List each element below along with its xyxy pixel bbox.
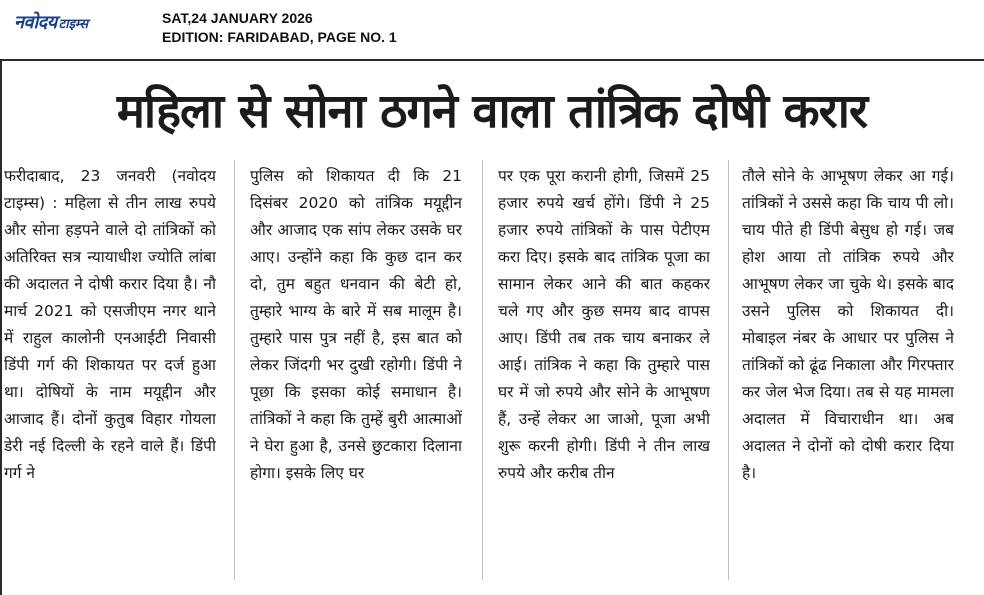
logo-sub-text: टाइम्स xyxy=(58,17,88,32)
column-divider xyxy=(728,160,729,580)
column-divider xyxy=(482,160,483,580)
newspaper-logo[interactable] xyxy=(14,10,88,32)
masthead xyxy=(0,0,984,56)
header-divider xyxy=(0,59,984,61)
logo-main-text: नवोदय xyxy=(14,12,57,33)
article-column-2: पुलिस को शिकायत दी कि 21 दिसंबर 2020 को तांत्रिक मयूद्दीन और आजाद एक सांप लेकर उसके घर आए। उन्होंने कहा कि कुछ दान कर दो, तुम बहुत धनवान की बेटी हो, तुम्हारे भाग्य के बारे में सब मालूम है। तुम्हारे पास पुत्र नहीं है, इस बात को लेकर जिंदगी भर दुखी रहोगी। डिंपी ने पूछा कि इसका कोई समाधान है। तांत्रिकों ने कहा कि तुम्हें बुरी आत्माओं ने घेरा हुआ है, उनसे छुटकारा दिलाना होगा। इसके लिए घर xyxy=(250,167,462,482)
edition-info xyxy=(162,9,397,47)
article-column-3: पर एक पूरा करानी होगी, जिसमें 25 हजार रुपये खर्च होंगे। डिंपी ने 25 हजार रुपये तांत्रिकों के पास पेटीएम करा दिए। इसके बाद तांत्रिक पूजा का सामान लेकर आने की बात कहकर चले गए और कुछ समय बाद वापस आए। डिंपी तब तक चाय बनाकर ले आई। तांत्रिक ने कहा कि तुम्हारे पास घर में जो रुपये और सोने के आभूषण हैं, उन्हें लेकर आ जाओ, पूजा अभी शुरू करनी होगी। डिंपी ने तीन लाख रुपये और करीब तीन xyxy=(498,167,710,482)
article-headline: महिला से सोना ठगने वाला तांत्रिक दोषी करार xyxy=(116,84,868,139)
column-divider xyxy=(234,160,235,580)
article-column-4: तौले सोने के आभूषण लेकर आ गई। तांत्रिकों ने उससे कहा कि चाय पी लो। चाय पीते ही डिंपी बेसुध हो गई। जब होश आया तो तांत्रिक रुपये और आभूषण लेकर जा चुके थे। इसके बाद उसने पुलिस को शिकायत दी। मोबाइल नंबर के आधार पर पुलिस ने तांत्रिकों को ढूंढ निकाला और गिरफ्तार कर जेल भेज दिया। तब से यह मामला अदालत में विचाराधीन था। अब अदालत ने दोनों को दोषी करार दिया है। xyxy=(742,167,954,482)
article-column-1: फरीदाबाद, 23 जनवरी (नवोदय टाइम्स) : महिला से तीन लाख रुपये और सोना हड़पने वाले दो तांत्रिकों को अतिरिक्त सत्र न्यायाधीश ज्योति लांबा की अदालत ने दोषी करार दिया है। नौ मार्च 2021 को एसजीएम नगर थाने में राहुल कालोनी एनआईटी निवासी डिंपी गर्ग की शिकायत पर दर्ज हुआ था। दोषियों के नाम मयूद्दीन और आजाद हैं। दोनों कुतुब विहार गोयला डेरी नई दिल्ली के रहने वाले हैं। डिंपी गर्ग ने xyxy=(4,167,216,482)
edition-line: EDITION: FARIDABAD, PAGE NO. 1 xyxy=(162,29,397,45)
date-line: SAT,24 JANUARY 2026 xyxy=(162,10,313,26)
